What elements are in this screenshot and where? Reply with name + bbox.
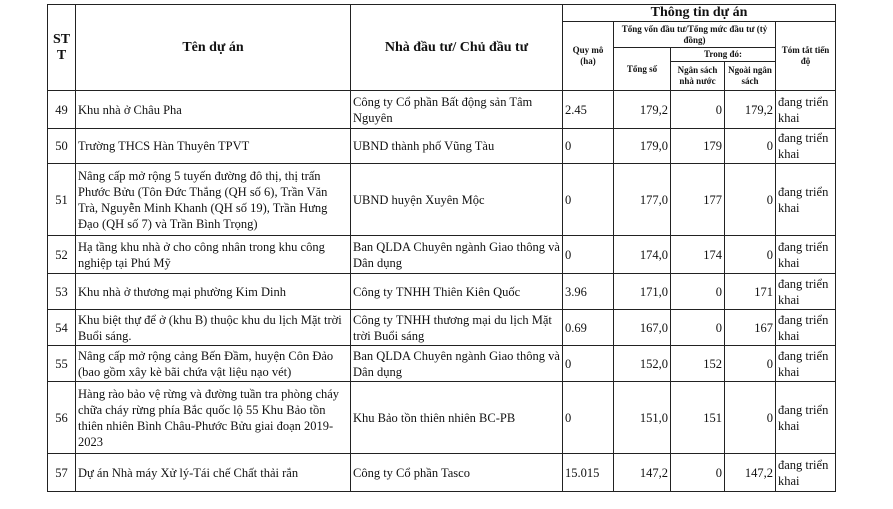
row-total: 177,0	[614, 164, 671, 236]
row-state-budget: 0	[671, 274, 725, 310]
row-investor: Công ty TNHH Thiên Kiên Quốc	[351, 274, 563, 310]
table-row	[48, 454, 836, 492]
row-investor: Công ty Cổ phần Bất động sản Tâm Nguyên	[351, 91, 563, 129]
table-row	[48, 91, 836, 129]
header-project-name: Tên dự án	[76, 5, 351, 91]
row-state-budget: 177	[671, 164, 725, 236]
row-scale: 15.015	[563, 454, 614, 492]
row-scale: 3.96	[563, 274, 614, 310]
row-non-state-budget: 0	[725, 346, 776, 382]
row-investor: Công ty TNHH thương mại du lịch Mặt trời Buổi sáng	[351, 310, 563, 346]
row-stt: 57	[48, 454, 76, 492]
row-progress: đang triển khai	[776, 346, 836, 382]
row-scale: 2.45	[563, 91, 614, 129]
row-non-state-budget: 0	[725, 382, 776, 454]
table-body	[48, 91, 836, 492]
row-stt: 51	[48, 164, 76, 236]
row-stt: 55	[48, 346, 76, 382]
row-total: 151,0	[614, 382, 671, 454]
row-total: 152,0	[614, 346, 671, 382]
row-progress: đang triển khai	[776, 310, 836, 346]
row-project-name: Trường THCS Hàn Thuyên TPVT	[76, 129, 351, 164]
projects-table	[47, 4, 836, 492]
row-state-budget: 179	[671, 129, 725, 164]
row-state-budget: 174	[671, 236, 725, 274]
header-non-state-budget: Ngoài ngân sách	[725, 62, 776, 91]
row-non-state-budget: 171	[725, 274, 776, 310]
row-scale: 0	[563, 164, 614, 236]
row-non-state-budget: 179,2	[725, 91, 776, 129]
header-of-which: Trong đó:	[671, 48, 776, 62]
row-total: 179,0	[614, 129, 671, 164]
row-non-state-budget: 147,2	[725, 454, 776, 492]
row-stt: 53	[48, 274, 76, 310]
header-scale: Quy mô (ha)	[563, 22, 614, 91]
row-investor: Ban QLDA Chuyên ngành Giao thông và Dân dụng	[351, 236, 563, 274]
row-progress: đang triển khai	[776, 164, 836, 236]
header-total-capital: Tổng vốn đầu tư/Tổng mức đầu tư (tỷ đồng)	[614, 22, 776, 48]
row-scale: 0.69	[563, 310, 614, 346]
row-stt: 52	[48, 236, 76, 274]
row-total: 171,0	[614, 274, 671, 310]
row-stt: 54	[48, 310, 76, 346]
table-row	[48, 164, 836, 236]
row-non-state-budget: 0	[725, 129, 776, 164]
row-project-name: Nâng cấp mở rộng 5 tuyến đường đô thị, thị trấn Phước Bửu (Tôn Đức Thắng (QH số 6), Trần Văn Trà, Nguyễn Minh Khanh (QH số 19), Trần Hưng Đạo (QH số 7) và Trần Bình Trọng)	[76, 164, 351, 236]
row-progress: đang triển khai	[776, 454, 836, 492]
row-project-name: Khu nhà ở thương mại phường Kim Dinh	[76, 274, 351, 310]
header-project-info: Thông tin dự án	[563, 5, 836, 22]
row-scale: 0	[563, 382, 614, 454]
row-total: 174,0	[614, 236, 671, 274]
row-project-name: Hạ tầng khu nhà ở cho công nhân trong khu công nghiệp tại Phú Mỹ	[76, 236, 351, 274]
row-project-name: Hàng rào bảo vệ rừng và đường tuần tra phòng cháy chữa cháy rừng phía Bắc quốc lộ 55 Khu Bảo tồn thiên nhiên Bình Châu-Phước Bửu giai đoạn 2019-2023	[76, 382, 351, 454]
table-row	[48, 310, 836, 346]
row-progress: đang triển khai	[776, 91, 836, 129]
row-project-name: Khu nhà ở Châu Pha	[76, 91, 351, 129]
table-row	[48, 129, 836, 164]
row-investor: Công ty Cổ phần Tasco	[351, 454, 563, 492]
header-total: Tổng số	[614, 48, 671, 91]
row-progress: đang triển khai	[776, 274, 836, 310]
row-state-budget: 0	[671, 310, 725, 346]
table-row	[48, 274, 836, 310]
header-state-budget: Ngân sách nhà nước	[671, 62, 725, 91]
row-total: 179,2	[614, 91, 671, 129]
row-stt: 56	[48, 382, 76, 454]
table-row	[48, 236, 836, 274]
row-project-name: Dự án Nhà máy Xử lý-Tái chế Chất thải rắn	[76, 454, 351, 492]
row-investor: Ban QLDA Chuyên ngành Giao thông và Dân dụng	[351, 346, 563, 382]
row-state-budget: 152	[671, 346, 725, 382]
row-stt: 50	[48, 129, 76, 164]
row-project-name: Nâng cấp mở rộng cảng Bến Đầm, huyện Côn Đảo (bao gồm xây kè bãi chứa vật liệu nạo vét)	[76, 346, 351, 382]
row-progress: đang triển khai	[776, 236, 836, 274]
row-total: 167,0	[614, 310, 671, 346]
header-investor: Nhà đầu tư/ Chủ đầu tư	[351, 5, 563, 91]
table-row	[48, 346, 836, 382]
row-non-state-budget: 0	[725, 164, 776, 236]
row-investor: Khu Bảo tồn thiên nhiên BC-PB	[351, 382, 563, 454]
row-scale: 0	[563, 346, 614, 382]
row-state-budget: 0	[671, 454, 725, 492]
table-row	[48, 382, 836, 454]
row-progress: đang triển khai	[776, 129, 836, 164]
header-progress: Tóm tắt tiến độ	[776, 22, 836, 91]
header-stt: ST T	[48, 5, 76, 91]
row-stt: 49	[48, 91, 76, 129]
row-scale: 0	[563, 236, 614, 274]
row-non-state-budget: 167	[725, 310, 776, 346]
row-scale: 0	[563, 129, 614, 164]
row-investor: UBND thành phố Vũng Tàu	[351, 129, 563, 164]
row-state-budget: 0	[671, 91, 725, 129]
row-investor: UBND huyện Xuyên Mộc	[351, 164, 563, 236]
row-non-state-budget: 0	[725, 236, 776, 274]
row-state-budget: 151	[671, 382, 725, 454]
row-total: 147,2	[614, 454, 671, 492]
row-progress: đang triển khai	[776, 382, 836, 454]
row-project-name: Khu biệt thự để ở (khu B) thuộc khu du lịch Mặt trời Buổi sáng.	[76, 310, 351, 346]
